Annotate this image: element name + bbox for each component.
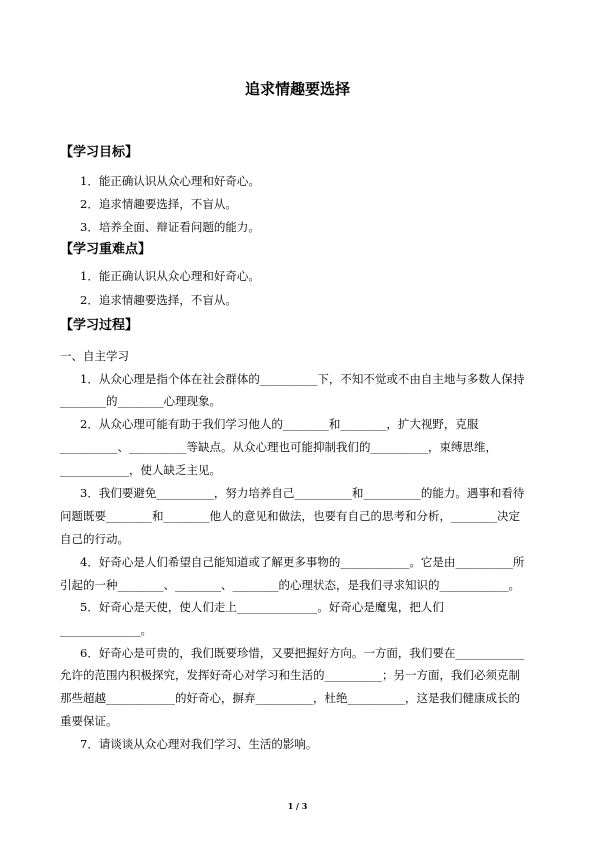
key-points-heading: 【学习重难点】 — [60, 242, 152, 257]
objectives-heading: 【学习目标】 — [60, 145, 139, 160]
question-line: 自己的行动。 — [60, 532, 129, 546]
question-line: ____________，使人缺乏主见。 — [60, 463, 221, 477]
question-line: 允许的范围内积极探究，发挥好奇心对学习和生活的__________；另一方面，我们必须克制 — [60, 668, 520, 682]
question-line: ________的________心理现象。 — [60, 394, 221, 408]
question-line: 引起的一种________、________、________的心理状态，是我们寻求知识的____________。 — [60, 578, 520, 592]
document-title: 追求情趣要选择 — [244, 80, 350, 98]
question-line: 4．好奇心是人们希望自己能知道或了解更多事物的____________。它是由__________所 — [80, 555, 525, 569]
section-title: 一、自主学习 — [60, 349, 129, 363]
question-line: 问题既要________和________他人的意见和做法，也要有自己的思考和分析，________决定 — [60, 509, 520, 523]
question-line: 5．好奇心是天使，使人们走上______________。好奇心是魔鬼，把人们 — [80, 600, 444, 614]
question-line: 3．我们要避免__________，努力培养自己__________和__________的能力。遇事和看待 — [80, 486, 525, 500]
question-line: 7．请谈谈从众心理对我们学习、生活的影响。 — [80, 737, 318, 751]
objective-item-3: 3．培养全面、辩证看问题的能力。 — [80, 220, 260, 234]
question-line: 那些超越____________的好奇心，摒弃__________，杜绝__________，这是我们健康成长的 — [60, 691, 520, 705]
question-line: 重要保证。 — [60, 714, 118, 728]
question-line: 2．从众心理可能有助于我们学习他人的________和________，扩大视野，克服 — [80, 417, 479, 431]
question-line: ______________。 — [60, 623, 152, 637]
question-line: __________、__________等缺点。从众心理也可能抑制我们的__________，束缚思维， — [60, 440, 497, 454]
objective-item-2: 2．追求情趣要选择，不盲从。 — [80, 197, 237, 211]
key-point-item-1: 1．能正确认识从众心理和好奇心。 — [80, 269, 260, 283]
page-number: 1 / 3 — [287, 801, 308, 811]
objective-item-1: 1．能正确认识从众心理和好奇心。 — [80, 174, 260, 188]
process-heading: 【学习过程】 — [60, 318, 139, 333]
question-line: 1．从众心理是指个体在社会群体的__________下，不知不觉或不由自主地与多数人保持 — [80, 372, 525, 386]
key-point-item-2: 2．追求情趣要选择，不盲从。 — [80, 293, 237, 307]
question-line: 6．好奇心是可贵的，我们既要珍惜，又要把握好方向。一方面，我们要在____________ — [80, 646, 525, 660]
